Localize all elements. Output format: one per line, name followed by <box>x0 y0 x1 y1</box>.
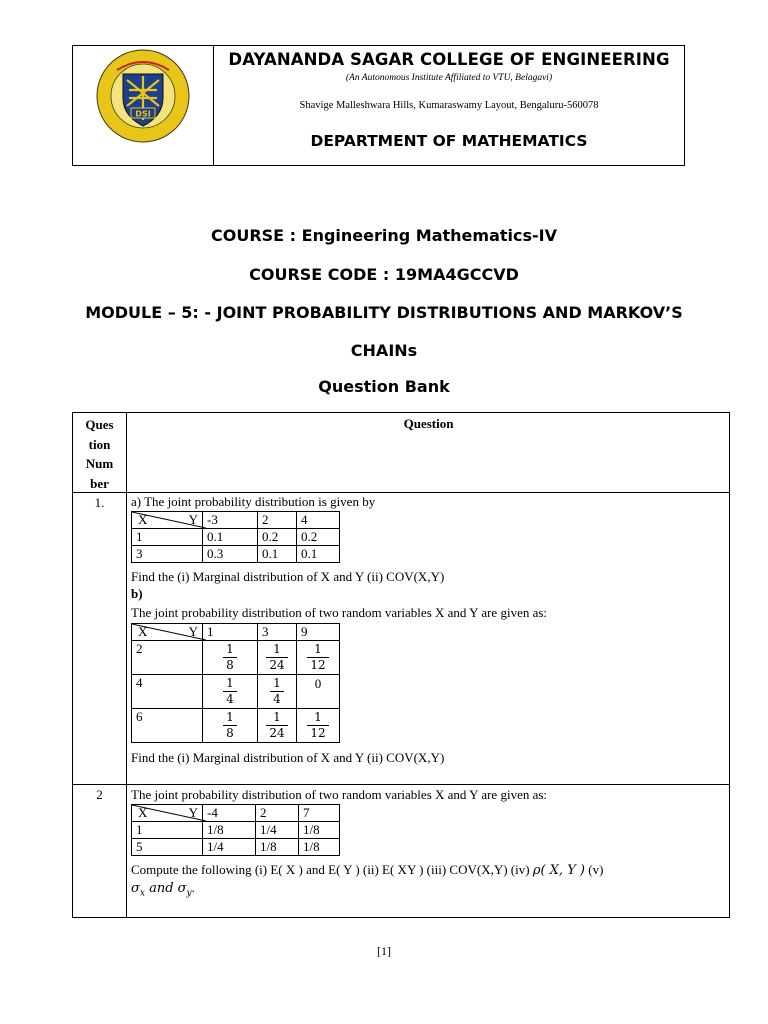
logo-cell <box>73 46 214 165</box>
fraction: $\frac{1}{8}$ <box>223 710 237 741</box>
table-a-col-head: 4 <box>297 512 340 529</box>
q2-compute-line2: $\sigma_x$ and $\sigma_y$. <box>131 880 195 899</box>
table-c-col-head: 2 <box>256 805 299 822</box>
college-name: DAYANANDA SAGAR COLLEGE OF ENGINEERING <box>228 50 670 69</box>
question-header: Question <box>403 416 454 431</box>
college-affiliation: (An Autonomous Institute Affiliated to VTU, Belagavi) <box>345 73 553 83</box>
q1-table-a <box>131 511 340 563</box>
table-a-cell: 0.3 <box>203 546 258 563</box>
q2-compute-line1: Compute the following (i) E( X ) and E( Y ) (ii) E( XY ) (iii) COV(X,Y) (iv) ρ( X, Y ) (v) <box>131 862 604 878</box>
module-title-cont: CHAINs <box>350 341 418 360</box>
fraction: $\frac{1}{8}$ <box>223 642 237 673</box>
question-number-1: 1. <box>94 495 105 510</box>
fraction: $\frac{1}{24}$ <box>266 710 287 741</box>
diagonal-header-cell: X Y <box>136 512 202 528</box>
table-a-col-head: 2 <box>258 512 297 529</box>
header-box <box>72 45 685 166</box>
q2-table <box>131 804 340 856</box>
table-b-col-head: 1 <box>203 624 258 641</box>
table-b-row-head: 2 <box>132 641 203 675</box>
q1-part-b-label: b) <box>131 586 143 601</box>
question-number-2: 2 <box>96 787 103 802</box>
table-c-row-head: 1 <box>132 822 203 839</box>
table-a-cell: 0.2 <box>297 529 340 546</box>
table-a-cell: 0.1 <box>258 546 297 563</box>
q2-intro: The joint probability distribution of two random variables X and Y are given as: <box>131 787 548 802</box>
table-a-row-head: 3 <box>132 546 203 563</box>
q1-find-b: Find the (i) Marginal distribution of X and Y (ii) COV(X,Y) <box>131 750 445 765</box>
table-c-cell: 1/4 <box>256 822 299 839</box>
fraction: $\frac{1}{4}$ <box>270 676 284 707</box>
table-c-cell: 1/4 <box>203 839 256 856</box>
table-b-row-head: 4 <box>132 675 203 709</box>
fraction: $\frac{1}{24}$ <box>266 642 287 673</box>
table-a-cell: 0.1 <box>203 529 258 546</box>
table-c-cell: 1/8 <box>256 839 299 856</box>
college-logo <box>95 46 191 146</box>
college-address: Shavige Malleshwara Hills, Kumaraswamy Layout, Bengaluru-560078 <box>299 100 599 111</box>
course-title: COURSE : Engineering Mathematics-IV <box>211 226 557 245</box>
q1-table-b <box>131 623 340 743</box>
diagonal-header-cell: X Y <box>136 624 202 640</box>
question-bank-title: Question Bank <box>318 377 450 396</box>
table-c-cell: 1/8 <box>203 822 256 839</box>
table-a-row-head: 1 <box>132 529 203 546</box>
course-code: COURSE CODE : 19MA4GCCVD <box>249 265 519 284</box>
diagonal-header-cell: X Y <box>136 805 202 821</box>
table-a-col-head: -3 <box>203 512 258 529</box>
table-c-col-head: 7 <box>299 805 340 822</box>
fraction: $\frac{1}{4}$ <box>223 676 237 707</box>
table-b-col-head: 9 <box>297 624 340 641</box>
table-b-cell: 0 <box>297 675 340 709</box>
table-b-col-head: 3 <box>258 624 297 641</box>
table-b-row-head: 6 <box>132 709 203 743</box>
q1-find-a: Find the (i) Marginal distribution of X and Y (ii) COV(X,Y) <box>131 569 445 584</box>
module-title: MODULE – 5: - JOINT PROBABILITY DISTRIBUTIONS AND MARKOV’S <box>85 303 683 322</box>
table-c-cell: 1/8 <box>299 839 340 856</box>
page-number: [1] <box>377 944 391 958</box>
q1-part-a-intro: a) The joint probability distribution is given by <box>131 494 376 509</box>
table-a-cell: 0.1 <box>297 546 340 563</box>
table-c-row-head: 5 <box>132 839 203 856</box>
fraction: $\frac{1}{12}$ <box>307 710 328 741</box>
table-c-cell: 1/8 <box>299 822 340 839</box>
q1-part-b-intro: The joint probability distribution of two random variables X and Y are given as: <box>131 605 548 620</box>
department-name: DEPARTMENT OF MATHEMATICS <box>310 132 588 150</box>
table-a-cell: 0.2 <box>258 529 297 546</box>
table-c-col-head: -4 <box>203 805 256 822</box>
question-number-header: Ques tion Num ber <box>85 417 114 491</box>
logo-shield-text: DSI <box>135 109 151 119</box>
question-table <box>72 412 730 918</box>
fraction: $\frac{1}{12}$ <box>307 642 328 673</box>
